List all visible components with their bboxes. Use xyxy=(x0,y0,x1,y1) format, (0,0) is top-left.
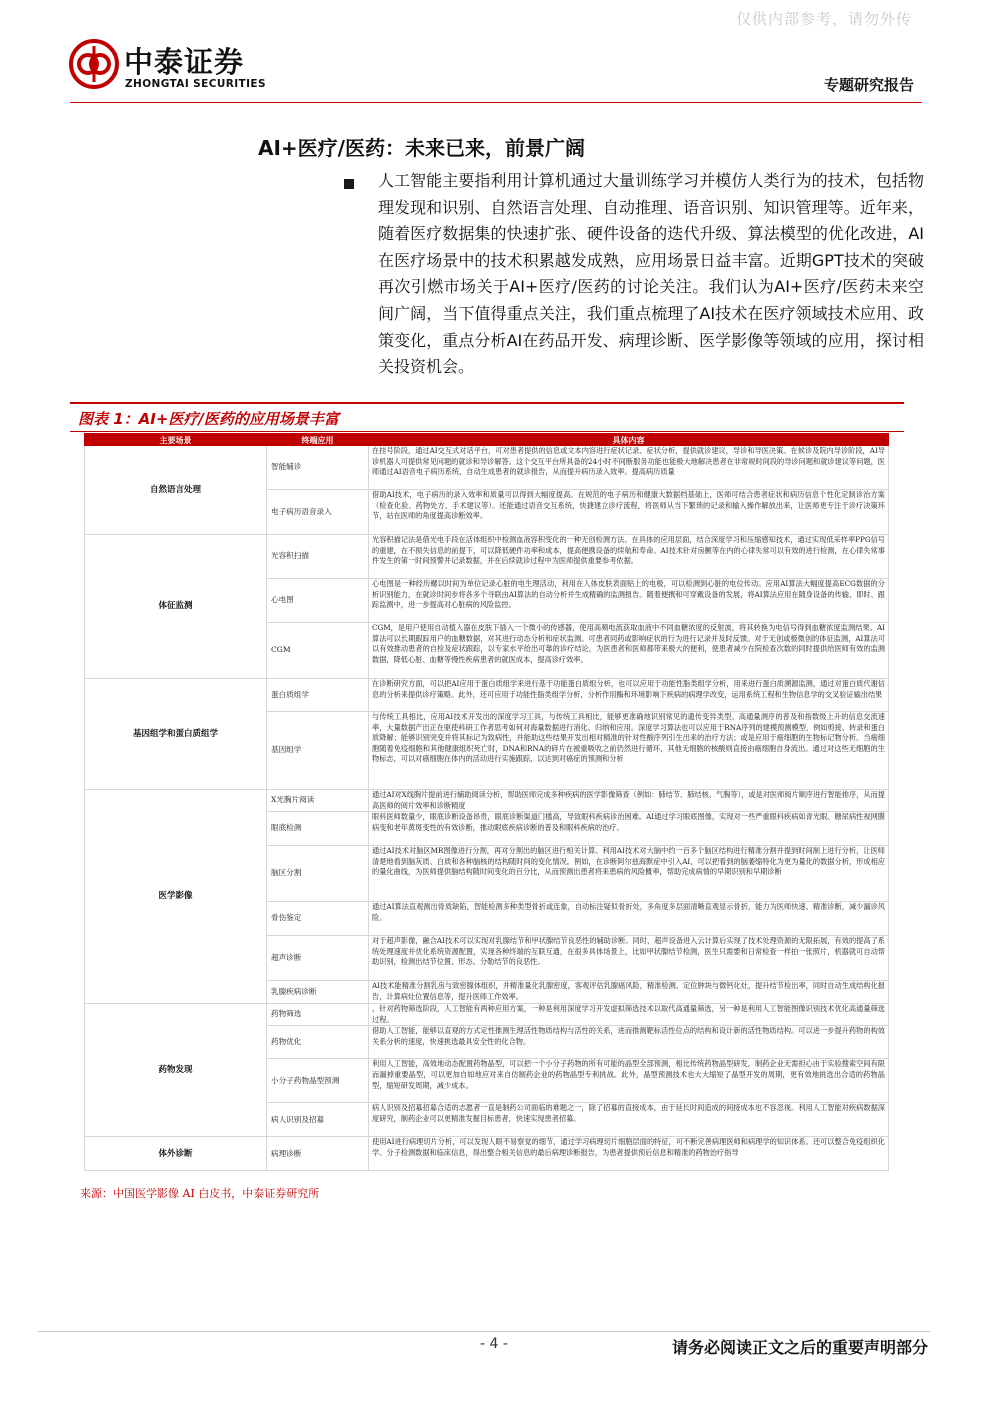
figure-title: 图表 1：AI+医疗/医药的应用场景丰富 xyxy=(78,410,339,428)
header-divider xyxy=(70,102,922,103)
description-cell: 与传统工具相比，应用AI技术开发出的深度学习工具，与传统工具相比，能够更准确地识别常见的遗传变异类型。高通量测序的普及和指数级上升的信息交流速率，大量数据产出正在驱使科研工作者思考如何对海量数据进行消化、归纳和应用。深度学习算法也可以应用于RNA序列的建模预测模型，例如剪接、转录和蛋白质降解；能够识别突变并将其标记为致病性，并能助这些结果开发出相对精准的针对性酸序列引生出来的治疗方法；或是应用于癌细胞的生物标记物分析。当癌细胞随着免疫细胞和其他健康组织死亡时，DNA和RNA的碎片在被重吸收之前仍然进行循环，其他无细胞的核酸则直接由癌细胞自身流出。通过对这些无细胞的生物标志，可以对癌细胞在体内的活动进行实施跟踪，以达到对癌症的预测和分析 xyxy=(369,712,889,790)
application-cell: 电子病历语音录入 xyxy=(267,490,369,535)
description-cell: CGM，是用户使用自动植入器在皮肤下插入一个微小的传感器，使用高频电流获取血液中不同血糖浓度的反射波，将其转换为电信号得到血糖浓度监测结果。AI算法可以长期跟踪用户的血糖数据，对其进行动态分析和症状监测。可患者同药或影响症状的行为进行记录并及时反馈。对于无创或极微创的体征监测，AI算法可以有效推动患者的自检及症状跟踪，以专家水平给出可靠的诊疗结论，为医患者和医师都带来极大的便利，使患者减少在院检查次数的同时提供给医师有效的监测数据，降低心脏、血糖等慢性疾病患者的就医成本，提高诊疗效率。 xyxy=(369,623,889,679)
zhongtai-logo-icon xyxy=(68,38,120,90)
summary-paragraph: 人工智能主要指利用计算机通过大量训练学习并模仿人类行为的技术，包括物理发现和识别、自然语言处理、自动推理、语音识别、知识管理等。近年来，随着医疗数据集的快速扩张、硬件设备的迭代升级、算法模型的优化改进，AI在医疗场景中的技术积累越发成熟，应用场景日益丰富。近期GPT技术的突破再次引燃市场关于AI+医疗/医药的讨论关注。我们认为AI+医疗/医药未来空间广阔，当下值得重点关注，我们重点梳理了AI技术在医疗领域技术应用、政策变化，重点分析AI在药品开发、病理诊断、医学影像等领域的应用，探讨相关投资机会。 xyxy=(378,171,924,377)
table-row xyxy=(85,446,889,490)
table-row xyxy=(85,1004,889,1026)
bullet-square-icon xyxy=(344,179,354,189)
category-cell: 基因组学和蛋白质组学 xyxy=(85,679,267,790)
application-table xyxy=(84,433,889,1171)
description-cell: 光容积描记法是借光电手段在活体组织中检测血液容积变化的一种无创检测方法。在具体的应用层面，结合深度学习和压缩感知技术，通过实现低采样率PPG信号的重建，在不损失信息的前提下，可以降低硬件功率和成本，提高便携设备的续航和寿命。AI技术针对房颤等在内的心律失常可以有效的进行检测，在心律失常事件发生的第一时间预警并记录数据，并在后续就诊过程中为医师提供重要参考依据。 xyxy=(369,535,889,579)
category-cell: 药物发现 xyxy=(85,1004,267,1137)
application-cell: 乳腺疾病诊断 xyxy=(267,981,369,1004)
description-cell: 通过AI对X线胸片提前进行辅助阅读分析，帮助医师完成多种疾病的医学影像筛查（例如：肺结节、肺结核、气胸等），或是对医师阅片顺序进行智能排序，从而提高医师的阅片效率和诊断精度 xyxy=(369,790,889,812)
section-title: AI+医疗/医药：未来已来，前景广阔 xyxy=(258,136,585,160)
description-cell: 在挂号阶段，通过AI交互式对话平台，可对患者提供的信息或文本内容进行症状记录、症状分析，提供就诊建议，导诊和导医决策。在候诊及院内导诊阶段，AI导诊机器人可提供常见问题的就诊和导诊解答。这个交互平台所具备的24小时不间断服务功能也能极大地解决患者在非常规时间段的导诊问题和就诊建议等问题，医师通过AI语音电子病历系统，自动生成患者的就诊报告，从而提升病历录入效率。提高病历质量 xyxy=(369,446,889,490)
application-cell: 光容积扫描 xyxy=(267,535,369,579)
application-cell: 超声诊断 xyxy=(267,936,369,981)
figure-top-rule xyxy=(70,402,904,404)
application-cell: 小分子药物晶型预测 xyxy=(267,1059,369,1103)
description-cell: 使用AI进行病理切片分析，可以发现人眼不易察觉的细节，通过学习病理切片细胞层面的特征，可不断完善病理医师和病理学的知识体系。还可以整合免疫组织化学、分子检测数据和临床信息，得出整合相关信息的最后病理诊断报告，为患者提供预后信息和精准的药物治疗指导 xyxy=(369,1137,889,1171)
description-cell: 心电图是一种经历螺以时间为单位记录心脏的电生理活动，利用在人体皮肤表面贴上的电极，可以检测到心脏的电位传动。应用AI算法大幅度提高ECG数据的分析识别能力，在就诊时间步将各多个寻联由AI算法的自动分析并生成精确的监测报告。随着便携和可穿戴设备的发展，将AI算法应用在随身设备的传输、即时、跟踪监测中，进一步提高对心脏病的风险监控。 xyxy=(369,579,889,623)
description-cell: 在诊断研究方面，可以把AI应用于蛋白质组学来进行基于功能蛋白质组分析，也可以应用于功能性脂类组学分析，用来进行蛋白质溯源监测，通过对蛋白质代谢信息的分析来提供诊疗策略。此外，还可应用于功能性脂类组学分析，分析作用酶和环境影响下疾病的病理学改变，运用系统工程和生物信息学的交叉验证输出结果 xyxy=(369,679,889,712)
description-cell: 通过AI算法直观测出骨质缺陷，智能检测多种类型骨折或连象，自动标注疑似骨折处，多角度多层面清晰直观显示骨折，能力为医师快速、精准诊断，减少漏诊风险。 xyxy=(369,902,889,936)
description-cell: AI技术能精准分割乳房与致密腺体组织，并精准量化乳腺密度，客观评估乳腺癌风险，精准检测、定位肿块与微钙化灶，提升结节检出率，同时自动生成结构化报告，计算病灶位置信息等，提升医师工作效率。 xyxy=(369,981,889,1004)
table-row xyxy=(85,679,889,712)
application-cell: CGM xyxy=(267,623,369,679)
company-logo xyxy=(68,38,318,94)
category-cell: 体征监测 xyxy=(85,535,267,679)
page-number: - 4 - xyxy=(480,1336,508,1352)
application-cell: 药物筛选 xyxy=(267,1004,369,1026)
application-cell: 脑区分割 xyxy=(267,846,369,902)
category-cell: 自然语言处理 xyxy=(85,446,267,535)
description-cell: 借助AI技术，电子病历的录入效率和质量可以得到大幅度提高。在规范的电子病历和健康大数据档基础上，医师可结合患者症状和病历信息个性化定制诊治方案（检查化验、药物处方、手术建议等）。还能通过语音交互系统，快捷建立诊疗流程，将医师从当下繁琐的记录和输入操作解放出来，让医师更专注于诊疗决策环节，站在医师的角度提高诊断效率。 xyxy=(369,490,889,535)
logo-chinese-name: 中泰证券 xyxy=(124,45,245,79)
application-cell: 眼底检测 xyxy=(267,812,369,846)
column-header: 终端应用 xyxy=(267,434,369,446)
description-cell: 病人识别及招募招募合适的志愿者一直是制药公司面临的难题之一，除了招募的直接成本，由于延长时间造成的间接成本也不容忽视。利用人工智能对疾病数据深度研究，制药企业可以更精准发掘目标患者，快速实现患者招募。 xyxy=(369,1103,889,1137)
application-cell: 蛋白质组学 xyxy=(267,679,369,712)
category-cell: 体外诊断 xyxy=(85,1137,267,1171)
watermark: 仅供内部参考，请勿外传 xyxy=(736,10,913,28)
logo-english-name: ZHONGTAI SECURITIES xyxy=(125,78,266,90)
application-cell: 基因组学 xyxy=(267,712,369,790)
table-row xyxy=(85,535,889,579)
description-cell: 通过AI技术对脑区MR图像进行分割，再对分割出的脑区进行相关计算。利用AI技术对大脑中约一百多个脑区结构进行精准分割并提到时间制上进行分析，让医师清楚地看到脑灰质、白质和各种脑核的结构随时间的变化情况。例如，在诊断阿尔兹海默症中引入AI，可以把看到的脑萎缩特化为更为量化的数据分析，形成相应的量化曲线，为医师提供脑结构随时间变化的百分比，从而预测出患者将来患病的风险概率，帮助完成病情的早期识别和早期诊断 xyxy=(369,846,889,902)
application-cell: 病理诊断 xyxy=(267,1137,369,1171)
application-cell: 心电图 xyxy=(267,579,369,623)
description-cell: ，针对药物筛选阶段，人工智能有两种应用方案，一种是利用深度学习开发虚拟筛选技术以取代高通量筛选，另一种是利用人工智能图像识别技术优化高通量筛选过程。 xyxy=(369,1004,889,1026)
description-cell: 眼科医师数量少，眼底诊断设备昂贵，眼底诊断渠道门槛高，导致眼科疾病诊治困难。AI通过学习眼底图像，实现对一些严重眼科疾病如青光眼、糖尿病性视网膜病变和老年黄斑变性的有效诊断，推动眼底疾病诊断的普及和眼科疾病的治疗。 xyxy=(369,812,889,846)
column-header: 具体内容 xyxy=(369,434,889,446)
disclaimer-note: 请务必阅读正文之后的重要声明部分 xyxy=(671,1338,928,1357)
category-cell: 医学影像 xyxy=(85,790,267,1004)
description-cell: 借助人工智能，能够以直观的方式定性推测生理活性物质结构与活性的关系，进而推测靶标活性位点的结构和设计新的活性物质结构。可以进一步提升药物的构效关系分析的速度，快速挑选最具安全性的化合物。 xyxy=(369,1026,889,1059)
figure-source: 来源：中国医学影像 AI 白皮书，中泰证券研究所 xyxy=(80,1187,320,1200)
description-cell: 对于超声影像，融合AI技术可以实现对乳腺结节和甲状腺结节良恶性的辅助诊断。同时，超声设备进入云计算后实现了技术处理资源的无限拓展，有效的提高了系统处理速度并优化系统资源配置，实现各种终端的互联互通，在很多具体场景上，比如甲状腺结节检测，医生只需要和日常检查一样拍一张照片，机器就可自动帮助识别，检测出结节位置、形态、分勒结节的良恶性。 xyxy=(369,936,889,981)
table-row xyxy=(85,790,889,812)
application-cell: X光胸片阅读 xyxy=(267,790,369,812)
application-cell: 病人识别及招募 xyxy=(267,1103,369,1137)
table-row xyxy=(85,1137,889,1171)
description-cell: 利用人工智能，高效地动态配置药物晶型，可以把一个小分子药物的所有可能的晶型全部预测，相比传统药物晶型研发，制药企业无需担心由于实验搜索空间有限而漏掉重要晶型，可以更加自如地应对来自仿制药企业的药物晶型专利挑战。此外，晶型预测技术也大大缩短了晶型开发的周期，更有效地挑选出合适的药物晶型，缩短研发周期，减少成本。 xyxy=(369,1059,889,1103)
figure-bottom-rule xyxy=(70,431,904,432)
application-cell: 骨伤鉴定 xyxy=(267,902,369,936)
application-cell: 药物优化 xyxy=(267,1026,369,1059)
footer-divider xyxy=(38,1331,930,1332)
report-type: 专题研究报告 xyxy=(823,76,914,94)
application-cell: 智能辅诊 xyxy=(267,446,369,490)
table-header-row xyxy=(85,434,889,446)
column-header: 主要场景 xyxy=(85,434,267,446)
